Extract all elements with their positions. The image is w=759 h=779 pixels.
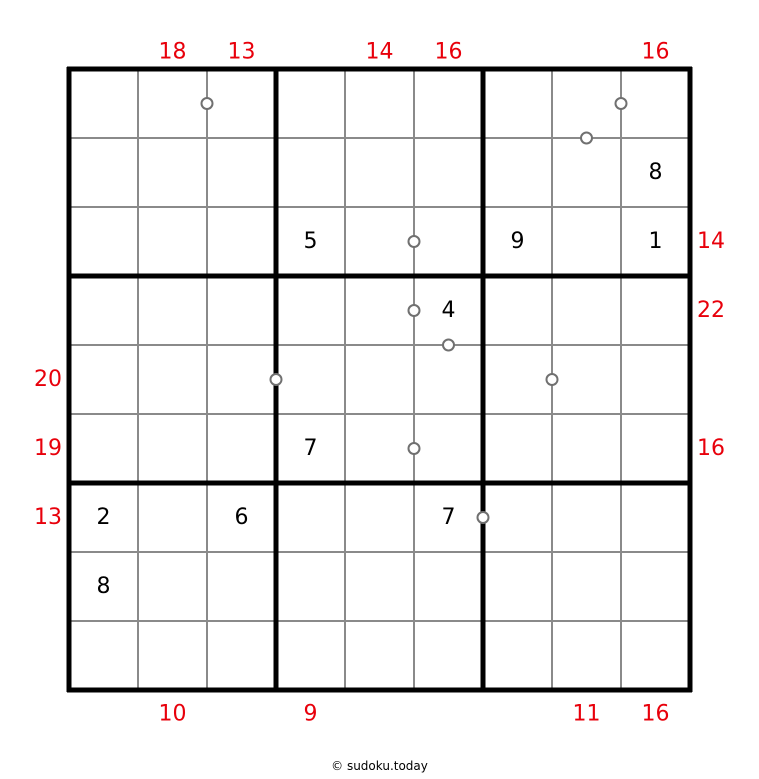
clue-right: 14 xyxy=(697,229,725,254)
cell-r7c2[interactable] xyxy=(138,483,207,552)
cell-r2c2[interactable] xyxy=(138,138,207,207)
cell-r4c1[interactable] xyxy=(69,276,138,345)
cell-r9c2[interactable] xyxy=(138,621,207,690)
cell-r5c2[interactable] xyxy=(138,345,207,414)
cell-r6c9[interactable] xyxy=(621,414,690,483)
cell-r5c7[interactable] xyxy=(483,345,552,414)
clue-bottom: 9 xyxy=(303,701,318,727)
cell-r6c6[interactable] xyxy=(414,414,483,483)
clue-right: 22 xyxy=(697,298,725,323)
cell-r8c3[interactable] xyxy=(207,552,276,621)
cell-r5c8[interactable] xyxy=(552,345,621,414)
cell-r9c9[interactable] xyxy=(621,621,690,690)
cell-r8c4[interactable] xyxy=(276,552,345,621)
cell-r6c3[interactable] xyxy=(207,414,276,483)
dot-marker xyxy=(616,98,627,109)
cell-r9c6[interactable] xyxy=(414,621,483,690)
cell-r2c7[interactable] xyxy=(483,138,552,207)
cell-r9c3[interactable] xyxy=(207,621,276,690)
given-digit: 5 xyxy=(303,229,318,254)
given-digit: 7 xyxy=(441,505,456,530)
dot-marker xyxy=(443,340,454,351)
cell-r7c5[interactable] xyxy=(345,483,414,552)
cell-r3c2[interactable] xyxy=(138,207,207,276)
cell-r9c5[interactable] xyxy=(345,621,414,690)
dot-marker xyxy=(409,305,420,316)
cell-r6c1[interactable] xyxy=(69,414,138,483)
cell-r1c1[interactable] xyxy=(69,69,138,138)
given-digit: 1 xyxy=(648,229,663,254)
cell-r3c5[interactable] xyxy=(345,207,414,276)
given-digit: 9 xyxy=(510,229,525,254)
cell-r5c6[interactable] xyxy=(414,345,483,414)
cell-r2c1[interactable] xyxy=(69,138,138,207)
dot-marker xyxy=(478,512,489,523)
cell-r7c9[interactable] xyxy=(621,483,690,552)
dot-marker xyxy=(271,374,282,385)
cell-r7c8[interactable] xyxy=(552,483,621,552)
given-digit: 8 xyxy=(96,574,111,599)
cell-r1c8[interactable] xyxy=(552,69,621,138)
cell-r9c1[interactable] xyxy=(69,621,138,690)
cell-r8c6[interactable] xyxy=(414,552,483,621)
dot-marker xyxy=(202,98,213,109)
cell-r2c4[interactable] xyxy=(276,138,345,207)
cell-r5c3[interactable] xyxy=(207,345,276,414)
cell-r9c7[interactable] xyxy=(483,621,552,690)
cell-r8c2[interactable] xyxy=(138,552,207,621)
given-digit: 6 xyxy=(234,505,249,530)
given-digit: 2 xyxy=(96,505,111,530)
cell-r1c3[interactable] xyxy=(207,69,276,138)
cell-r4c5[interactable] xyxy=(345,276,414,345)
cell-r2c5[interactable] xyxy=(345,138,414,207)
cell-r3c1[interactable] xyxy=(69,207,138,276)
clue-top: 14 xyxy=(365,39,394,65)
clue-bottom: 11 xyxy=(572,701,601,727)
clue-bottom: 10 xyxy=(158,701,187,727)
cell-r4c2[interactable] xyxy=(138,276,207,345)
cell-r5c4[interactable] xyxy=(276,345,345,414)
cell-r8c8[interactable] xyxy=(552,552,621,621)
dot-marker xyxy=(409,236,420,247)
cell-r8c7[interactable] xyxy=(483,552,552,621)
cell-r1c9[interactable] xyxy=(621,69,690,138)
cell-r4c7[interactable] xyxy=(483,276,552,345)
cell-r1c4[interactable] xyxy=(276,69,345,138)
cell-r9c8[interactable] xyxy=(552,621,621,690)
clue-top: 18 xyxy=(158,39,187,65)
cell-r3c8[interactable] xyxy=(552,207,621,276)
clue-top: 16 xyxy=(641,39,670,65)
cell-r6c5[interactable] xyxy=(345,414,414,483)
clue-bottom: 16 xyxy=(641,701,670,727)
clue-left: 20 xyxy=(34,367,62,392)
cell-r1c7[interactable] xyxy=(483,69,552,138)
given-digit: 7 xyxy=(303,436,318,461)
clue-top: 16 xyxy=(434,39,463,65)
cell-r4c9[interactable] xyxy=(621,276,690,345)
site-credit: © sudoku.today xyxy=(331,759,428,773)
clue-right: 16 xyxy=(697,436,725,461)
cell-r4c3[interactable] xyxy=(207,276,276,345)
clue-left: 19 xyxy=(34,436,62,461)
cell-r6c2[interactable] xyxy=(138,414,207,483)
dot-marker xyxy=(581,133,592,144)
cell-r5c5[interactable] xyxy=(345,345,414,414)
cell-r6c8[interactable] xyxy=(552,414,621,483)
cell-layer xyxy=(69,69,690,690)
cell-r8c5[interactable] xyxy=(345,552,414,621)
cell-r3c6[interactable] xyxy=(414,207,483,276)
cell-r9c4[interactable] xyxy=(276,621,345,690)
cell-r1c5[interactable] xyxy=(345,69,414,138)
cell-r7c4[interactable] xyxy=(276,483,345,552)
dot-marker xyxy=(409,443,420,454)
cell-r2c3[interactable] xyxy=(207,138,276,207)
cell-r6c7[interactable] xyxy=(483,414,552,483)
cell-r7c7[interactable] xyxy=(483,483,552,552)
cell-r5c1[interactable] xyxy=(69,345,138,414)
cell-r1c2[interactable] xyxy=(138,69,207,138)
dot-marker xyxy=(547,374,558,385)
given-digit: 4 xyxy=(441,298,456,323)
cell-r8c9[interactable] xyxy=(621,552,690,621)
cell-r2c8[interactable] xyxy=(552,138,621,207)
cell-r3c3[interactable] xyxy=(207,207,276,276)
clue-left: 13 xyxy=(34,505,62,530)
cell-r2c6[interactable] xyxy=(414,138,483,207)
cell-r4c8[interactable] xyxy=(552,276,621,345)
cell-r4c4[interactable] xyxy=(276,276,345,345)
cell-r5c9[interactable] xyxy=(621,345,690,414)
cell-r1c6[interactable] xyxy=(414,69,483,138)
clue-top: 13 xyxy=(227,39,256,65)
given-digit: 8 xyxy=(648,160,663,185)
